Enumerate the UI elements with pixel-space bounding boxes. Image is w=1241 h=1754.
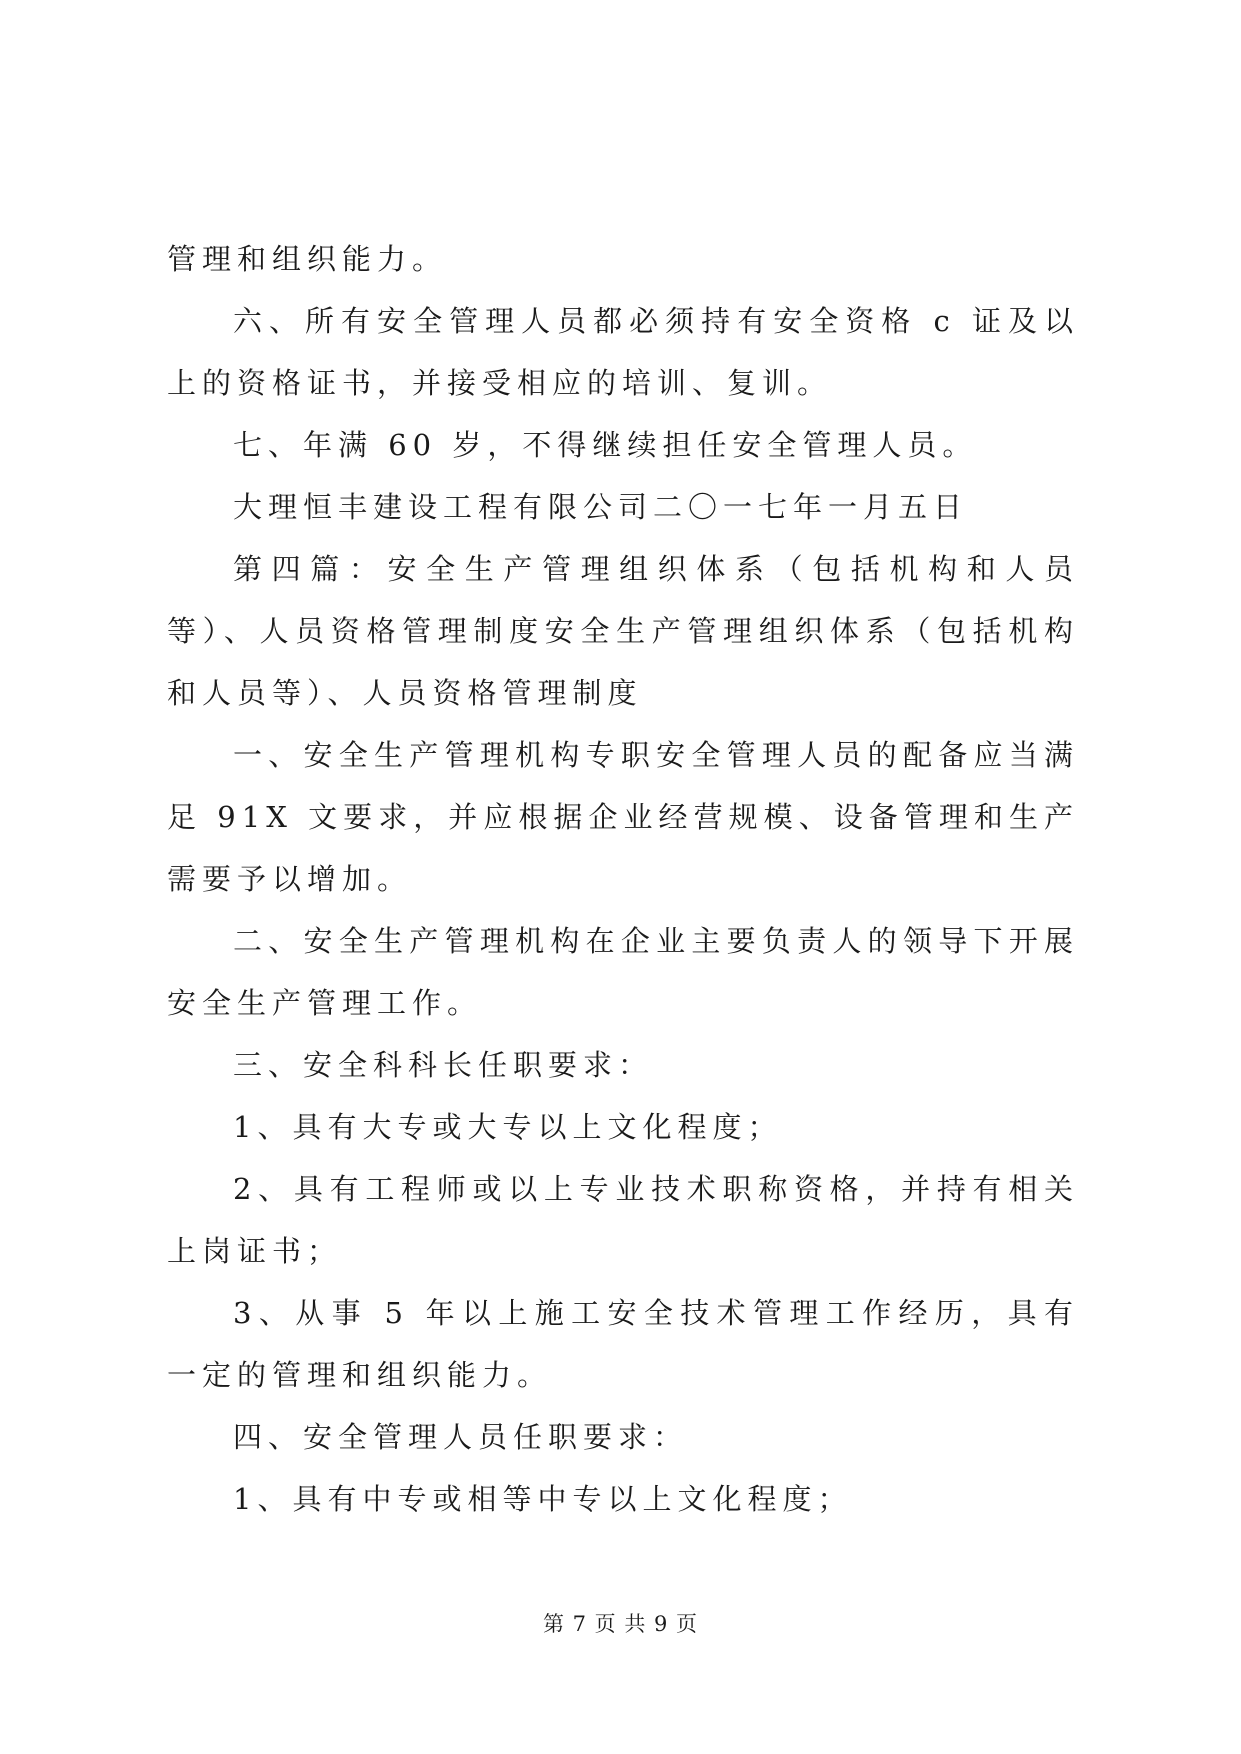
list-item-1: 1、具有大专或大专以上文化程度； (233, 1110, 783, 1144)
list-item-2: 2、具有工程师或以上专业技术职称资格，并持有相关上岗证书； (167, 1172, 1079, 1268)
paragraph-item-four: 四、安全管理人员任职要求： (233, 1420, 689, 1454)
paragraph-item-one: 一、安全生产管理机构专职安全管理人员的配备应当满足 91X 文要求，并应根据企业经营规模、设备管理和生产需要予以增加。 (167, 738, 1079, 896)
page-number-footer: 第 7 页 共 9 页 (542, 1612, 699, 1636)
paragraph-signature-date: 大理恒丰建设工程有限公司二〇一七年一月五日 (233, 490, 969, 524)
paragraph-item-six: 六、所有安全管理人员都必须持有安全资格 c 证及以上的资格证书，并接受相应的培训、复训。 (167, 304, 1079, 400)
paragraph-item-two: 二、安全生产管理机构在企业主要负责人的领导下开展安全生产管理工作。 (167, 924, 1079, 1020)
document-body (167, 228, 1079, 1530)
list-item-1b: 1、具有中专或相等中专以上文化程度； (233, 1482, 853, 1516)
list-item-3: 3、从事 5 年以上施工安全技术管理工作经历，具有一定的管理和组织能力。 (167, 1296, 1079, 1392)
paragraph-continuation: 管理和组织能力。 (167, 242, 448, 276)
section-heading: 第四篇：安全生产管理组织体系（包括机构和人员等）、人员资格管理制度安全生产管理组织体系（包括机构和人员等）、人员资格管理制度 (167, 552, 1079, 710)
paragraph-item-seven: 七、年满 60 岁，不得继续担任安全管理人员。 (233, 428, 978, 462)
paragraph-item-three: 三、安全科科长任职要求： (233, 1048, 654, 1082)
